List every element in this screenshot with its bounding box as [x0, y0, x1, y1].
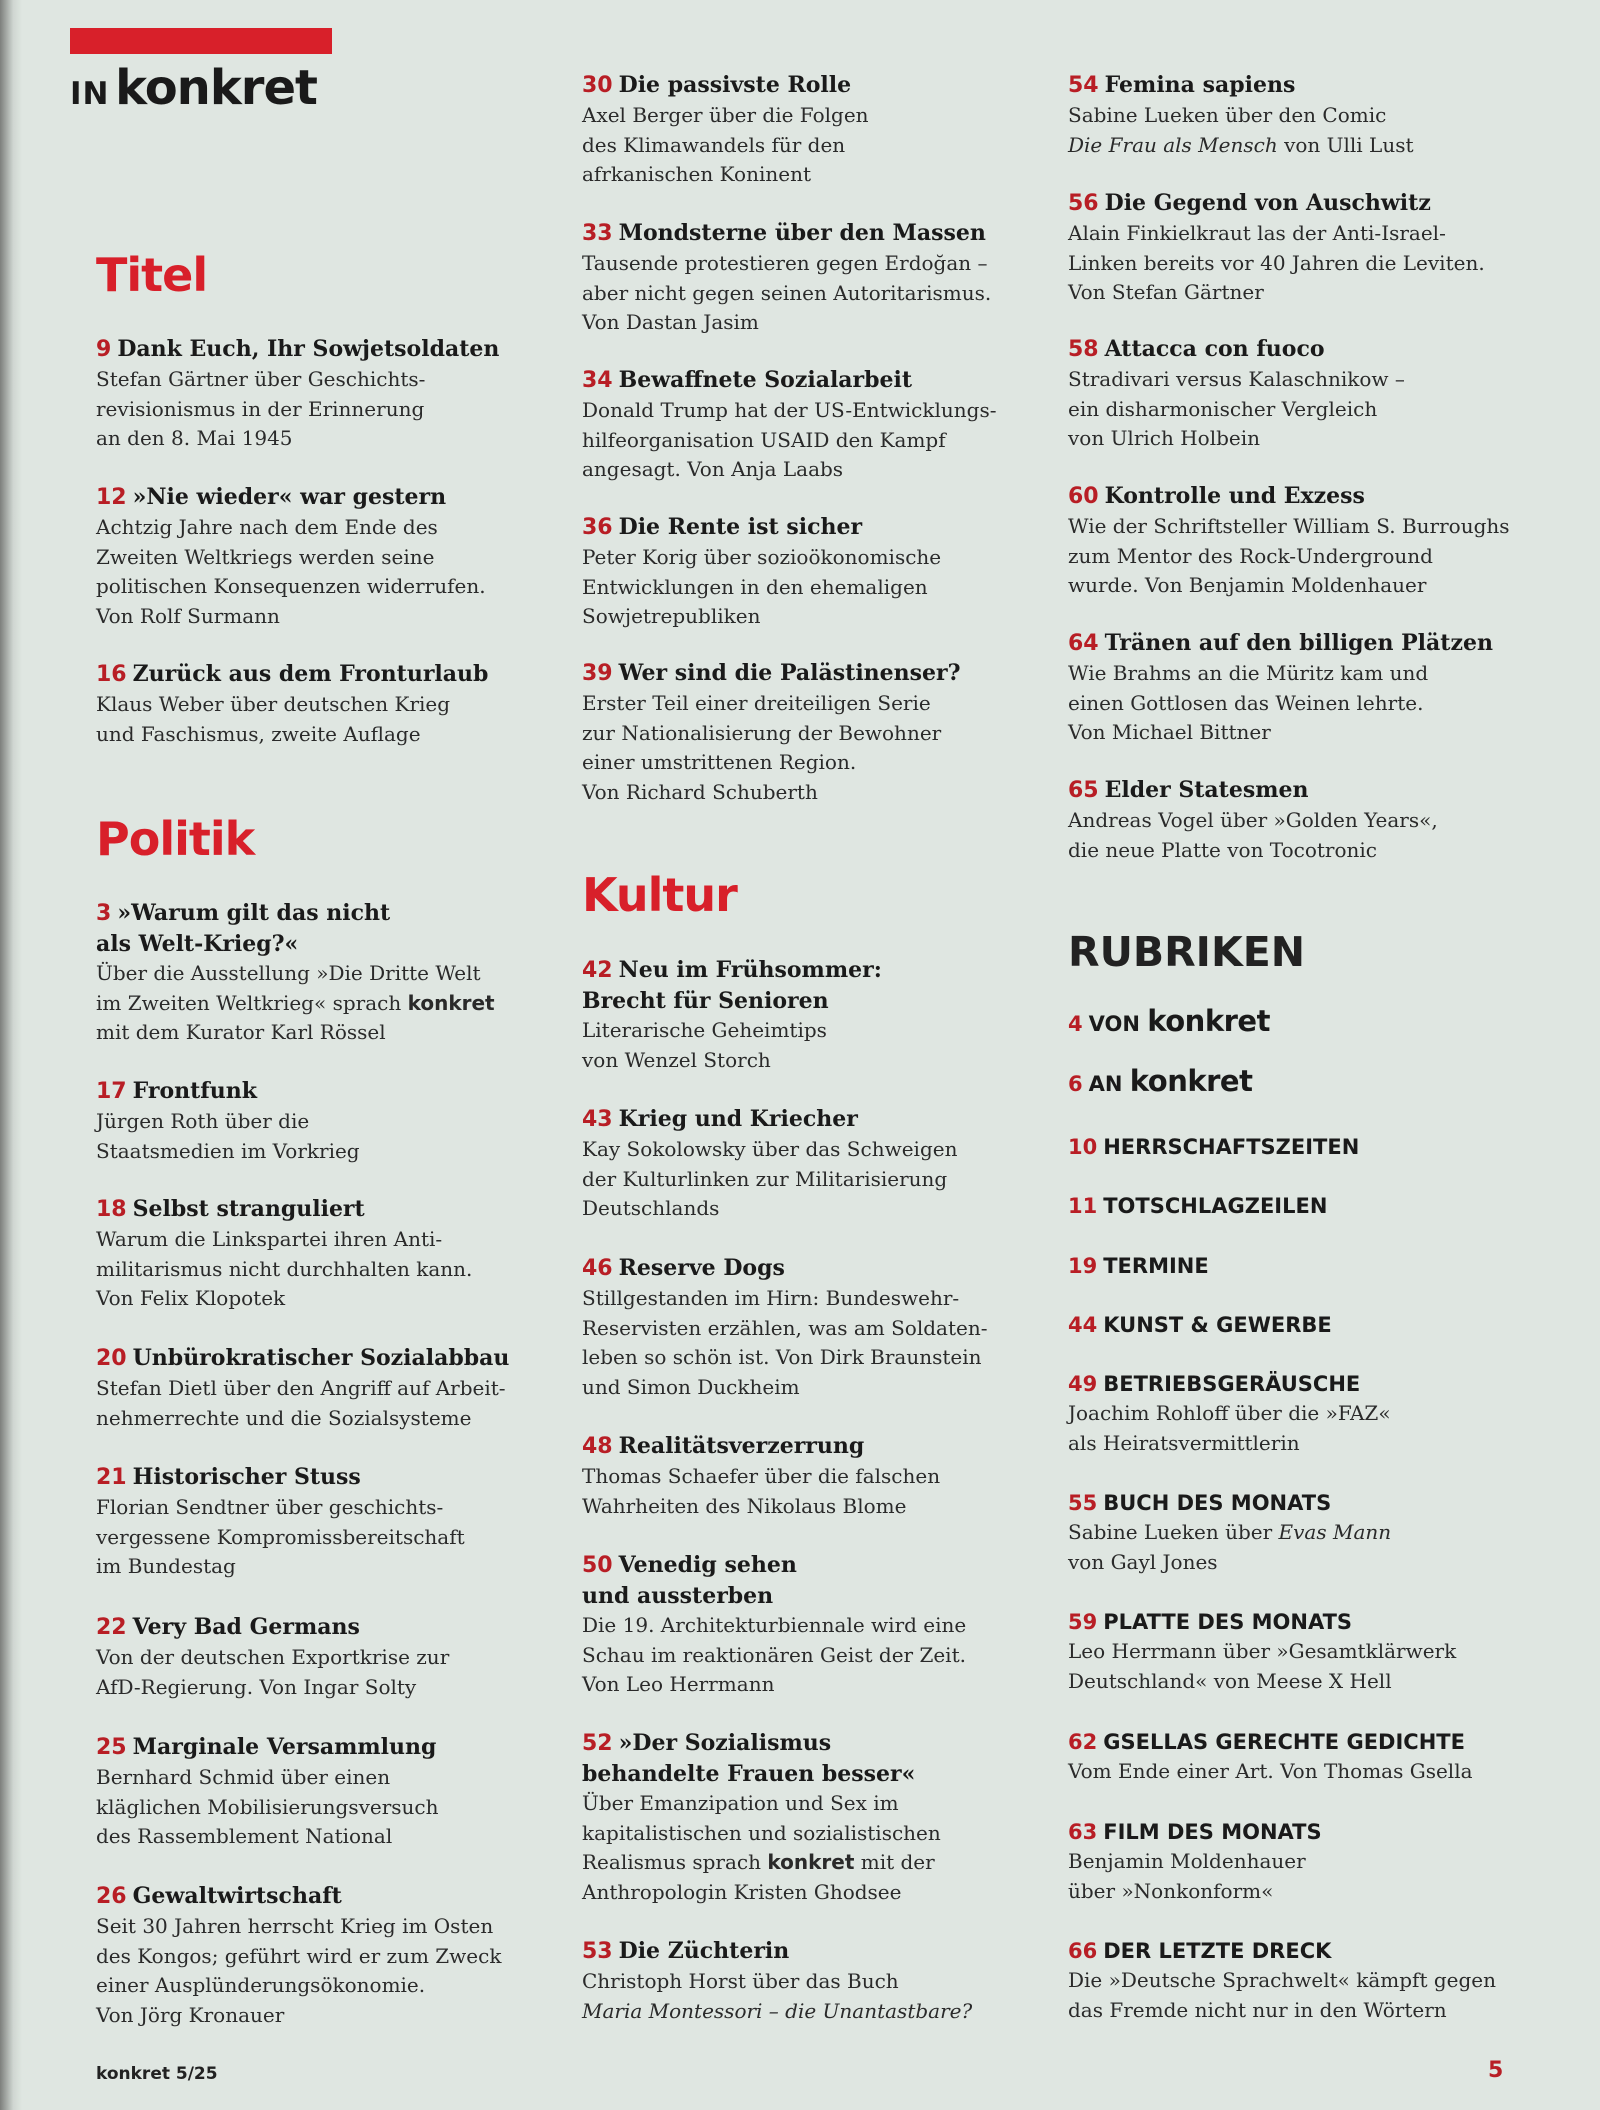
page-number: 11 [1068, 1194, 1098, 1218]
entry-title: Die Rente ist sicher [618, 514, 863, 540]
toc-entry[interactable] [96, 1194, 566, 1314]
rubrik-entry[interactable] [1068, 1936, 1568, 2025]
header-prefix: IN [70, 76, 110, 112]
toc-entry[interactable] [1068, 628, 1568, 748]
page-number: 22 [96, 1615, 127, 1640]
section-header [70, 60, 317, 116]
entry-line: Von Leo Herrmann [582, 1672, 775, 1696]
page-number: 62 [1068, 1730, 1098, 1754]
entry-title: Reserve Dogs [618, 1255, 785, 1281]
rubrik-label: PLATTE DES MONATS [1103, 1610, 1353, 1634]
toc-entry[interactable] [96, 898, 566, 1048]
entry-line: Staatsmedien im Vorkrieg [96, 1138, 360, 1163]
section-heading-politik: Politik [96, 812, 255, 866]
inline-brand: konkret [767, 1850, 855, 1874]
toc-entry[interactable] [96, 1732, 566, 1852]
rubrik-entry[interactable] [1068, 1066, 1568, 1099]
page-number: 25 [96, 1735, 127, 1760]
page-number: 48 [582, 1434, 613, 1459]
entry-line: Von der deutschen Exportkrise zur [96, 1645, 450, 1669]
entry-line: Stillgestanden im Hirn: Bundeswehr- [582, 1286, 960, 1310]
entry-line: Alain Finkielkraut las der Anti-Israel- [1068, 221, 1446, 245]
entry-title: Tränen auf den billigen Plätzen [1104, 630, 1493, 656]
entry-line-tail: mit der [860, 1850, 935, 1874]
entry-title: »Der Sozialismus [618, 1730, 832, 1756]
page-number: 43 [582, 1107, 613, 1132]
entry-line: Achtzig Jahre nach dem Ende des [96, 515, 438, 539]
entry-line: Wie Brahms an die Müritz kam und [1068, 661, 1429, 685]
toc-entry[interactable] [582, 658, 1052, 807]
rubrik-label: BUCH DES MONATS [1103, 1491, 1332, 1515]
entry-line: Erster Teil einer dreiteiligen Serie [582, 691, 931, 715]
entry-line: Peter Korig über sozioökonomische [582, 545, 942, 569]
rubrik-label: KUNST & GEWERBE [1103, 1313, 1332, 1337]
entry-line: Benjamin Moldenhauer [1068, 1849, 1306, 1873]
rubrik-entry[interactable] [1068, 1006, 1568, 1039]
entry-title: Kontrolle und Exzess [1104, 483, 1365, 509]
toc-entry[interactable] [582, 955, 1052, 1075]
entry-line: und Faschismus, zweite Auflage [96, 721, 421, 746]
rubrik-entry[interactable] [1068, 1369, 1568, 1458]
entry-line: vergessene Kompromissbereitschaft [96, 1524, 465, 1549]
page-number: 42 [582, 958, 613, 983]
entry-line: Linken bereits vor 40 Jahren die Leviten. [1068, 250, 1485, 275]
entry-line: Von Felix Klopotek [96, 1286, 286, 1310]
rubrik-entry[interactable] [1068, 1607, 1568, 1696]
entry-title-line2: als Welt-Krieg?« [96, 931, 299, 957]
entry-title: Femina sapiens [1104, 72, 1296, 98]
section-heading-rubriken: RUBRIKEN [1068, 928, 1306, 976]
toc-entry[interactable] [582, 1431, 1052, 1521]
toc-entry[interactable] [582, 218, 1052, 338]
entry-line: AfD-Regierung. Von Ingar Solty [96, 1674, 417, 1699]
toc-entry[interactable] [96, 1343, 566, 1433]
entry-line: im Zweiten Weltkrieg« sprach [96, 990, 402, 1015]
rubrik-label: TERMINE [1103, 1254, 1209, 1278]
entry-line: Realismus sprach [582, 1850, 761, 1874]
inline-brand: konkret [407, 990, 495, 1015]
entry-line: Anthropologin Kristen Ghodsee [582, 1879, 902, 1904]
entry-italic: Die Frau als Mensch [1068, 132, 1278, 157]
page-number: 53 [582, 1939, 613, 1964]
entry-title: Elder Statesmen [1104, 777, 1309, 803]
entry-line: Deutschland« von Meese X Hell [1068, 1668, 1392, 1693]
rubrik-entry[interactable] [1068, 1310, 1568, 1340]
entry-line: militarismus nicht durchhalten kann. [96, 1256, 473, 1281]
entry-line: zur Nationalisierung der Bewohner [582, 720, 942, 745]
entry-title: Wer sind die Palästinenser? [618, 660, 961, 686]
footer-issue: konkret 5/25 [96, 2064, 218, 2084]
rubrik-label: FILM DES MONATS [1103, 1820, 1322, 1844]
rubrik-label: GSELLAS GERECHTE GEDICHTE [1103, 1730, 1465, 1754]
entry-title: »Warum gilt das nicht [117, 900, 391, 926]
page-number: 18 [96, 1197, 127, 1222]
rubrik-label: TOTSCHLAGZEILEN [1103, 1194, 1328, 1218]
entry-line: einer umstrittenen Region. [582, 750, 857, 774]
entry-line: Stradivari versus Kalaschnikow – [1068, 367, 1405, 391]
entry-title: Venedig sehen [618, 1552, 797, 1578]
entry-line: Sabine Lueken über den Comic [1068, 103, 1387, 127]
toc-entry[interactable] [582, 512, 1052, 632]
entry-line: Tausende protestieren gegen Erdoğan – [582, 251, 988, 275]
entry-line: Donald Trump hat der US-Entwicklungs- [582, 398, 997, 422]
page-number: 36 [582, 515, 613, 540]
entry-line: Entwicklungen in den ehemaligen [582, 574, 928, 599]
page-number: 66 [1068, 1939, 1098, 1963]
entry-title: Attacca con fuoco [1104, 336, 1325, 362]
entry-line: zum Mentor des Rock-Underground [1068, 543, 1433, 568]
entry-line: Wahrheiten des Nikolaus Blome [582, 1493, 907, 1518]
entry-line: angesagt. Von Anja Laabs [582, 457, 844, 481]
toc-entry[interactable] [96, 482, 566, 631]
toc-entry[interactable] [96, 1462, 566, 1582]
entry-line: Von Michael Bittner [1068, 720, 1271, 744]
page-number: 60 [1068, 484, 1099, 509]
page-number: 39 [582, 661, 613, 686]
entry-title: Zurück aus dem Fronturlaub [132, 661, 489, 687]
rubrik-brand: konkret [1147, 1004, 1270, 1038]
rubrik-entry[interactable] [1068, 1727, 1568, 1787]
entry-line: kläglichen Mobilisierungsversuch [96, 1794, 439, 1819]
entry-line: Reservisten erzählen, was am Soldaten- [582, 1315, 988, 1340]
toc-entry[interactable] [582, 1104, 1052, 1224]
entry-line: Warum die Linkspartei ihren Anti- [96, 1227, 443, 1251]
page-number: 46 [582, 1256, 613, 1281]
entry-line: Vom Ende einer Art. Von Thomas Gsella [1068, 1759, 1473, 1783]
entry-line: Sowjetrepubliken [582, 604, 761, 628]
entry-line: mit dem Kurator Karl Rössel [96, 1020, 386, 1044]
entry-title: Gewaltwirtschaft [132, 1883, 342, 1909]
rubrik-label: BETRIEBSGERÄUSCHE [1103, 1372, 1361, 1396]
page-number: 50 [582, 1553, 613, 1578]
entry-line: nehmerrechte und die Sozialsysteme [96, 1405, 472, 1430]
rubrik-label: AN [1088, 1072, 1123, 1096]
entry-line: politischen Konsequenzen widerrufen. [96, 574, 486, 598]
page-number: 16 [96, 662, 127, 687]
entry-line: Wie der Schriftsteller William S. Burroughs [1068, 514, 1510, 538]
entry-line: von Ulrich Holbein [1068, 426, 1261, 450]
rubrik-entry[interactable] [1068, 1251, 1568, 1281]
entry-line: Literarische Geheimtips [582, 1018, 827, 1042]
page-number: 63 [1068, 1820, 1098, 1844]
entry-line: Christoph Horst über das Buch [582, 1969, 899, 1993]
toc-entry[interactable] [96, 1881, 566, 2030]
entry-title: Mondsterne über den Massen [618, 220, 986, 246]
page-number: 52 [582, 1731, 613, 1756]
toc-entry[interactable] [1068, 775, 1568, 865]
page-number: 54 [1068, 73, 1099, 98]
entry-line: die neue Platte von Tocotronic [1068, 837, 1377, 862]
entry-title: Krieg und Kriecher [618, 1106, 858, 1132]
entry-line: und Simon Duckheim [582, 1374, 800, 1399]
entry-line: wurde. Von Benjamin Moldenhauer [1068, 573, 1427, 597]
page-number: 9 [96, 337, 112, 362]
page-edge-shadow [0, 0, 22, 2110]
page-number: 44 [1068, 1313, 1098, 1337]
entry-line: Zweiten Weltkriegs werden seine [96, 544, 435, 569]
entry-line-italic: Maria Montessori – die Unantastbare? [582, 1998, 973, 2023]
entry-title: Neu im Frühsommer: [618, 957, 882, 983]
page-number: 10 [1068, 1135, 1098, 1159]
entry-line-tail: von Ulli Lust [1284, 132, 1414, 157]
page-number: 49 [1068, 1372, 1098, 1396]
rubrik-entry[interactable] [1068, 1132, 1568, 1162]
page-number: 58 [1068, 337, 1099, 362]
entry-title: Die Gegend von Auschwitz [1104, 190, 1431, 216]
entry-line: Kay Sokolowsky über das Schweigen [582, 1137, 958, 1161]
entry-line: Andreas Vogel über »Golden Years«, [1068, 808, 1438, 832]
entry-line: ein disharmonischer Vergleich [1068, 396, 1378, 421]
page-number: 33 [582, 221, 613, 246]
entry-line: das Fremde nicht nur in den Wörtern [1068, 1997, 1447, 2022]
page-number: 55 [1068, 1491, 1098, 1515]
entry-line: Leo Herrmann über »Gesamtklärwerk [1068, 1639, 1457, 1663]
toc-entry[interactable] [96, 334, 566, 454]
entry-line: Die »Deutsche Sprachwelt« kämpft gegen [1068, 1968, 1497, 1992]
entry-line: Florian Sendtner über geschichts- [96, 1495, 444, 1519]
entry-line: von Wenzel Storch [582, 1047, 771, 1072]
entry-line: Stefan Gärtner über Geschichts- [96, 367, 426, 391]
entry-line: aber nicht gegen seinen Autoritarismus. [582, 280, 992, 305]
entry-line: des Klimawandels für den [582, 132, 846, 157]
rubrik-label: VON [1088, 1012, 1140, 1036]
toc-entry[interactable] [96, 1076, 566, 1166]
entry-line: als Heiratsvermittlerin [1068, 1430, 1300, 1455]
entry-line: an den 8. Mai 1945 [96, 426, 293, 450]
entry-line: einer Ausplünderungsökonomie. [96, 1973, 426, 1997]
page-number: 20 [96, 1346, 127, 1371]
entry-line: Seit 30 Jahren herrscht Krieg im Osten [96, 1914, 494, 1938]
entry-line: Stefan Dietl über den Angriff auf Arbeit- [96, 1376, 506, 1400]
entry-title: Dank Euch, Ihr Sowjetsoldaten [117, 336, 500, 362]
page-number: 30 [582, 73, 613, 98]
entry-line: Von Dastan Jasim [582, 310, 759, 334]
entry-line: Jürgen Roth über die [96, 1109, 310, 1133]
entry-line: hilfeorganisation USAID den Kampf [582, 427, 946, 452]
entry-line: kapitalistischen und sozialistischen [582, 1820, 941, 1845]
page-number: 12 [96, 485, 127, 510]
entry-line: im Bundestag [96, 1554, 236, 1578]
page-number: 26 [96, 1884, 127, 1909]
toc-entry[interactable] [1068, 188, 1568, 308]
entry-line: Von Rolf Surmann [96, 603, 280, 628]
page-number: 6 [1068, 1072, 1083, 1096]
entry-line: von Gayl Jones [1068, 1549, 1218, 1574]
rubrik-entry[interactable] [1068, 1817, 1568, 1906]
page-number: 4 [1068, 1012, 1083, 1036]
section-heading-kultur: Kultur [582, 868, 737, 922]
entry-title: Very Bad Germans [132, 1614, 360, 1640]
entry-title: »Nie wieder« war gestern [132, 484, 447, 510]
toc-entry[interactable] [582, 1253, 1052, 1402]
entry-title: Die passivste Rolle [618, 72, 852, 98]
toc-entry[interactable] [1068, 334, 1568, 454]
entry-title-line2: und aussterben [582, 1583, 774, 1609]
entry-title-line2: behandelte Frauen besser« [582, 1761, 916, 1787]
entry-title-line2: Brecht für Senioren [582, 988, 829, 1014]
entry-line: über »Nonkonform« [1068, 1878, 1274, 1903]
page-number: 65 [1068, 778, 1099, 803]
section-heading-titel: Titel [96, 248, 208, 302]
rubrik-entry[interactable] [1068, 1488, 1568, 1577]
entry-title: Die Züchterin [618, 1938, 790, 1964]
page-number: 3 [96, 901, 112, 926]
entry-line: Sabine Lueken über [1068, 1520, 1273, 1544]
rubrik-entry[interactable] [1068, 1191, 1568, 1221]
entry-line: des Kongos; geführt wird er zum Zweck [96, 1943, 502, 1968]
page-number: 59 [1068, 1610, 1098, 1634]
entry-line: Die 19. Architekturbiennale wird eine [582, 1613, 967, 1637]
toc-entry[interactable] [582, 365, 1052, 485]
page-number: 21 [96, 1465, 127, 1490]
rubrik-label: HERRSCHAFTSZEITEN [1103, 1135, 1360, 1159]
entry-line: Über die Ausstellung »Die Dritte Welt [96, 961, 481, 985]
toc-entry[interactable] [96, 1612, 566, 1702]
entry-line: der Kulturlinken zur Militarisierung [582, 1166, 948, 1191]
toc-entry[interactable] [96, 659, 566, 749]
entry-title: Historischer Stuss [132, 1464, 361, 1490]
entry-title: Unbürokratischer Sozialabbau [132, 1345, 510, 1371]
toc-entry[interactable] [582, 1550, 1052, 1700]
page-number: 19 [1068, 1254, 1098, 1278]
header-brand: konkret [115, 60, 317, 116]
toc-entry[interactable] [1068, 70, 1568, 160]
toc-entry[interactable] [582, 1936, 1052, 2026]
entry-line: des Rassemblement National [96, 1824, 393, 1848]
entry-line: Thomas Schaefer über die falschen [582, 1464, 941, 1488]
entry-italic: Evas Mann [1278, 1520, 1392, 1544]
entry-line: Bernhard Schmid über einen [96, 1765, 391, 1789]
page-number: 17 [96, 1079, 127, 1104]
entry-line: Klaus Weber über deutschen Krieg [96, 692, 451, 716]
page-number: 64 [1068, 631, 1099, 656]
entry-title: Selbst stranguliert [132, 1196, 365, 1222]
entry-line: afrkanischen Koninent [582, 162, 811, 186]
header-red-bar [70, 28, 332, 54]
entry-line: revisionismus in der Erinnerung [96, 396, 425, 421]
page-number: 56 [1068, 191, 1099, 216]
entry-line: Schau im reaktionären Geist der Zeit. [582, 1642, 966, 1667]
entry-line: Axel Berger über die Folgen [582, 103, 869, 127]
entry-line: Deutschlands [582, 1196, 720, 1220]
toc-entry[interactable] [1068, 481, 1568, 601]
entry-line: Joachim Rohloff über die »FAZ« [1068, 1401, 1391, 1425]
page-number: 34 [582, 368, 613, 393]
entry-line: Von Stefan Gärtner [1068, 280, 1264, 304]
rubrik-brand: konkret [1129, 1064, 1253, 1098]
entry-title: Marginale Versammlung [132, 1734, 437, 1760]
entry-line: Von Richard Schuberth [582, 779, 818, 804]
entry-title: Realitätsverzerrung [618, 1433, 865, 1459]
entry-title: Frontfunk [132, 1078, 257, 1104]
footer-page-number: 5 [1488, 2058, 1504, 2083]
entry-title: Bewaffnete Sozialarbeit [618, 367, 913, 393]
entry-line: einen Gottlosen das Weinen lehrte. [1068, 690, 1424, 715]
entry-line: Über Emanzipation und Sex im [582, 1791, 899, 1815]
entry-line: Von Jörg Kronauer [96, 2002, 285, 2027]
toc-entry[interactable] [582, 70, 1052, 190]
rubrik-label: DER LETZTE DRECK [1103, 1939, 1332, 1963]
toc-entry[interactable] [582, 1728, 1052, 1907]
entry-line: leben so schön ist. Von Dirk Braunstein [582, 1345, 982, 1369]
